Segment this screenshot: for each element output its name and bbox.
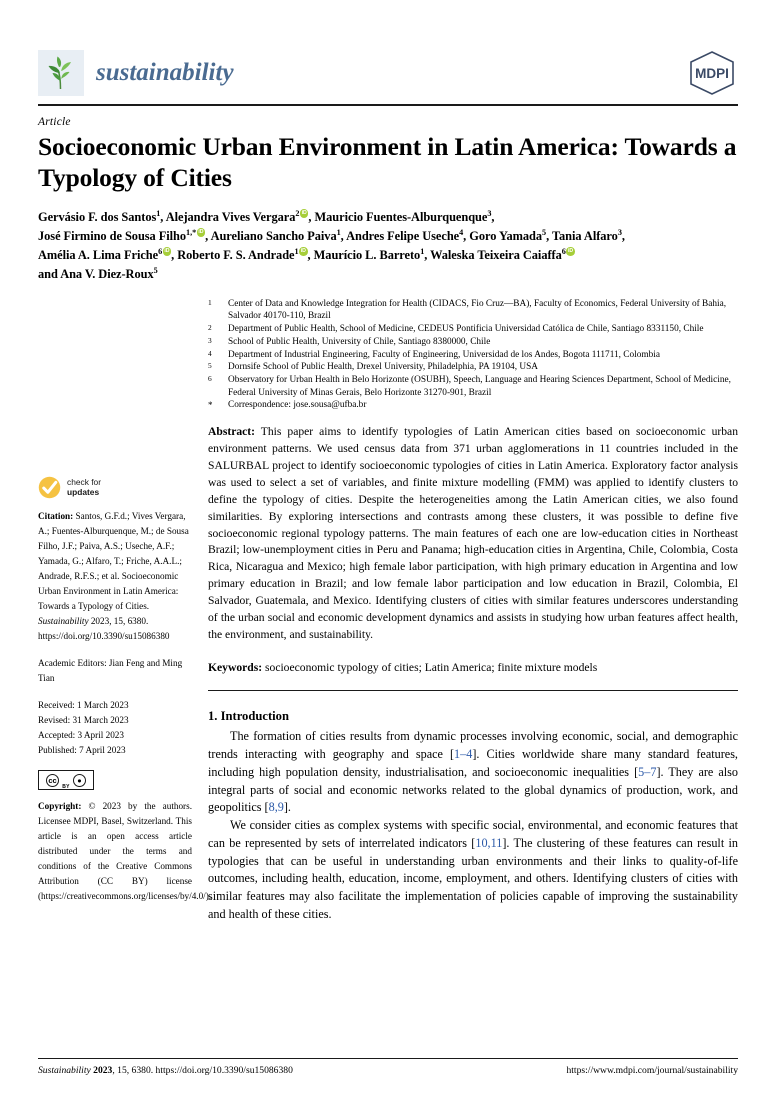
author-affil-sup: 3	[617, 227, 622, 237]
author-name: Andres Felipe Useche	[346, 228, 460, 243]
copyright-text: © 2023 by the authors. Licensee MDPI, Basel, Switzerland. This article is an open access article distributed under the terms and conditions of the Creative Commons Attribution (CC BY) license (https://creativecommons.org/licenses/by/4.0/).	[38, 801, 212, 901]
svg-text:MDPI: MDPI	[695, 66, 729, 81]
citation-tail: 2023, 15, 6380. https://doi.org/10.3390/su15086380	[38, 616, 170, 642]
affiliation-number: 4	[208, 348, 212, 358]
author-affil-sup: 4	[459, 227, 464, 237]
affiliation-list	[208, 298, 738, 413]
abstract-text: This paper aims to identify typologies of Latin American cities based on socioeconomic urban environment patterns. We used census data from 371 urban agglomerations in 11 countries included in the SALURBAL project to identify socioeconomic typologies of cities in Latin America. Exploratory factor analysis was used to select a set of variables, and finite mixture modelling (FMM) was applied to identify clusters to define the typology of cities. Despite the heterogeneities among the Latin American cities, we also found similarities. By exploring intersections and contrasts among these clusters, it was possible to define five socioeconomic regional typology patterns. The main features of each one are low-education cities in Northeast Brazil; low-unemployment cities in Peru and Panama; high-education cities in Argentina, Chile, Colombia, Costa Rica, Nicaragua and Mexico; high female labor participation, with high primary education in Argentina and low primary education in Brazil; and low female labor participation and low education in Brazil, Colombia, El Salvador, Guatemala, and Mexico. Identifying clusters of cities with similar features underscores understanding of the urban social and economic development dynamics and assists in studying how urban features affect health, the environment, and sustainability.	[208, 425, 738, 641]
keywords-text: socioeconomic typology of cities; Latin America; finite mixture models	[262, 660, 598, 674]
author-name: Tania Alfaro	[551, 228, 618, 243]
author-affil-sup: 6	[561, 246, 566, 256]
journal-brand	[38, 50, 234, 96]
para1-part-c: ]. They are also integral parts of social and economic networks related to the global dynamics of production, work, and geopolitics [	[208, 764, 738, 815]
revised-date: Revised: 31 March 2023	[38, 715, 129, 726]
cc-by-person-icon: ●	[73, 774, 86, 787]
affiliation-text: Observatory for Urban Health in Belo Horizonte (OSUBH), Speech, Language and Hearing Sciences Department, School of Medicine, Federal University of Minas Gerais, Belo Horizonte 31270-901, Brazil	[228, 375, 731, 398]
affiliation-item	[208, 298, 738, 323]
mdpi-logo-icon	[686, 49, 738, 97]
para2-part-b: ]. The clustering of these features can result in typologies that can be useful in understanding urban environments and their links to quality-of-life outcomes, including health, education, income, employment, and others. Identifying clusters of cities with similar features may also facilitate the implementation of policies capable of improving the sustainability and health of these cities.	[208, 835, 739, 921]
page-title: Socioeconomic Urban Environment in Latin America: Towards a Typology of Cities	[38, 132, 737, 192]
metadata-sidebar	[38, 424, 212, 923]
author-name: Maurício L. Barreto	[313, 247, 421, 262]
affiliation-number: *	[208, 400, 213, 411]
cfu-line1: check for	[67, 477, 101, 487]
affiliation-item	[208, 323, 738, 335]
citation-text: Santos, G.F.d.; Vives Vergara, A.; Fuentes-Alburquenque, M.; de Sousa Filho, J.F.; Paiva, A.S.; Useche, A.F.; Yamada, G.; Alfaro, T.; Friche, A.A.L.; Andrade, R.F.S.; et al. Socioeconomic Urban Environment in Latin America: Towards a Typology of Cities.	[38, 511, 189, 612]
main-column	[208, 424, 738, 923]
abstract-label: Abstract:	[208, 425, 256, 439]
mdpi-logo-svg	[686, 49, 738, 97]
affiliation-number: 5	[208, 361, 212, 371]
keywords-section	[208, 660, 738, 677]
author-name: Mauricio Fuentes-Alburquenque	[314, 209, 488, 224]
author-name: José Firmino de Sousa Filho	[38, 228, 187, 243]
page-footer	[38, 1058, 738, 1076]
author-affil-sup: 3	[487, 208, 492, 218]
para2-part-a: We consider cities as complex systems with specific social, environmental, and economic features that can be represented by sets of interrelated indicators [	[208, 818, 738, 850]
leaf-logo-icon	[38, 50, 84, 96]
copyright-label: Copyright:	[38, 801, 82, 812]
affiliation-text: Department of Industrial Engineering, Faculty of Engineering, Universidad de los Andes, Bogota 111711, Colombia	[228, 349, 660, 360]
citation-ref[interactable]: 5–7	[638, 764, 657, 779]
author-affil-sup: 5	[542, 227, 547, 237]
affiliation-text: School of Public Health, University of Chile, Santiago 8380000, Chile	[228, 336, 491, 347]
footer-citation	[38, 1065, 293, 1076]
article-type-label: Article	[38, 116, 71, 128]
academic-editors: Academic Editors: Jian Feng and Ming Tian	[38, 658, 183, 684]
affiliation-number: 6	[208, 374, 212, 384]
received-date: Received: 1 March 2023	[38, 700, 129, 711]
author-name: Waleska Teixeira Caiaffa	[430, 247, 562, 262]
body-content	[38, 424, 738, 923]
author-affil-sup: 1	[156, 208, 161, 218]
correspondence-text[interactable]: Correspondence: jose.sousa@ufba.br	[228, 400, 367, 411]
citation-ref[interactable]: 8,9	[268, 800, 284, 815]
orcid-icon[interactable]	[566, 247, 575, 256]
affiliation-number: 1	[208, 297, 212, 307]
author-affil-sup: 1,*	[186, 227, 197, 237]
copyright-block	[38, 799, 212, 903]
dates-block	[38, 698, 192, 758]
published-date: Published: 7 April 2023	[38, 745, 126, 756]
affiliation-text: Dornsife School of Public Health, Drexel University, Philadelphia, PA 19104, USA	[228, 362, 538, 373]
orcid-icon[interactable]	[300, 209, 309, 218]
journal-masthead	[38, 38, 738, 100]
check-for-updates-label	[67, 478, 101, 498]
footer-divider	[38, 1058, 738, 1059]
accepted-date: Accepted: 3 April 2023	[38, 730, 124, 741]
para1-part-b: ]. Cities worldwide share many standard features, including high population density, industrialisation, and socioeconomic inequalities [	[208, 747, 738, 779]
author-name: Goro Yamada	[469, 228, 543, 243]
footer-content	[38, 1065, 738, 1076]
orcid-icon[interactable]	[163, 247, 172, 256]
cfu-line2: updates	[67, 486, 100, 497]
section-heading-introduction: 1. Introduction	[208, 709, 289, 724]
orcid-icon[interactable]	[299, 247, 308, 256]
citation-block	[38, 509, 192, 644]
affiliation-text: Department of Public Health, School of Medicine, CEDEUS Pontificia Universidad Católica de Chile, Santiago 8331150, Chile	[228, 323, 704, 334]
footer-year: 2023	[90, 1065, 113, 1076]
author-name: and Ana V. Diez-Roux	[38, 266, 154, 281]
para1-part-d: ].	[283, 800, 291, 815]
creative-commons-icon[interactable]	[38, 770, 94, 790]
check-circle-icon	[38, 476, 61, 499]
author-affil-sup: 2	[295, 208, 300, 218]
citation-ref[interactable]: 10,11	[475, 835, 503, 850]
author-affil-sup: 1	[420, 246, 425, 256]
affiliation-number: 2	[208, 322, 212, 332]
author-name: Amélia A. Lima Friche	[38, 247, 159, 262]
citation-label: Citation:	[38, 511, 74, 522]
author-affil-sup: 6	[158, 246, 163, 256]
author-list: Gervásio F. dos Santos$^1$, Alejandra Vives Vergara$^2$ iD , Mauricio Fuentes-Alburquenque$^3$, José Firmino de Sousa Filho$^{1,*}$ iD , Aureliano Sancho Paiva$^1$, Andres Felipe Useche$^4$, Goro Yamada$^5$, Tania Alfaro$^3$, Amélia A. Lima Friche$^6$ iD , Roberto F. S. Andrade$^1$ iD , Maurício L. Barreto$^1$, Waleska Teixeira Caiaffa$^6$iD and Ana V. Diez-Roux$^5$	[38, 208, 738, 284]
author-affil-sup: 5	[153, 265, 158, 275]
check-for-updates-badge[interactable]	[38, 476, 192, 499]
affiliation-item	[208, 374, 738, 399]
leaf-icon-svg	[44, 55, 78, 91]
author-affil-sup: 1	[294, 246, 299, 256]
affiliation-text: Center of Data and Knowledge Integration for Health (CIDACS, Fio Cruz—BA), Faculty of Economics, Federal University of Bahia, Salvador 40170-110, Brazil	[228, 298, 727, 321]
affiliation-item	[208, 349, 738, 361]
affiliation-item	[208, 336, 738, 348]
orcid-icon[interactable]	[197, 228, 206, 237]
citation-ref[interactable]: 1–4	[454, 747, 473, 762]
keywords-label: Keywords:	[208, 660, 263, 674]
footer-journal-url[interactable]: https://www.mdpi.com/journal/sustainability	[566, 1065, 738, 1076]
cc-by-label: BY	[62, 784, 70, 791]
author-name: Gervásio F. dos Santos	[38, 209, 157, 224]
masthead-divider	[38, 104, 738, 106]
affiliation-item	[208, 361, 738, 373]
section-divider	[208, 690, 738, 691]
abstract-section	[208, 424, 738, 643]
footer-doi: , 15, 6380. https://doi.org/10.3390/su15086380	[112, 1065, 293, 1076]
author-name: Aureliano Sancho Paiva	[210, 228, 337, 243]
journal-title: sustainability	[96, 59, 234, 86]
author-affil-sup: 1	[336, 227, 341, 237]
footer-journal-name: Sustainability	[38, 1065, 91, 1076]
affiliation-item	[208, 399, 738, 412]
affiliation-number: 3	[208, 335, 212, 345]
para1-part-a: The formation of cities results from dynamic processes involving economic, social, and demographic trends interacting with geography and space [	[208, 729, 738, 762]
author-name: Alejandra Vives Vergara	[165, 209, 296, 224]
cc-mark: cc	[46, 774, 59, 787]
introduction-paragraph-2	[208, 817, 738, 924]
citation-journal: Sustainability	[38, 616, 89, 627]
introduction-paragraph-1	[208, 728, 738, 817]
author-name: Roberto F. S. Andrade	[177, 247, 295, 262]
